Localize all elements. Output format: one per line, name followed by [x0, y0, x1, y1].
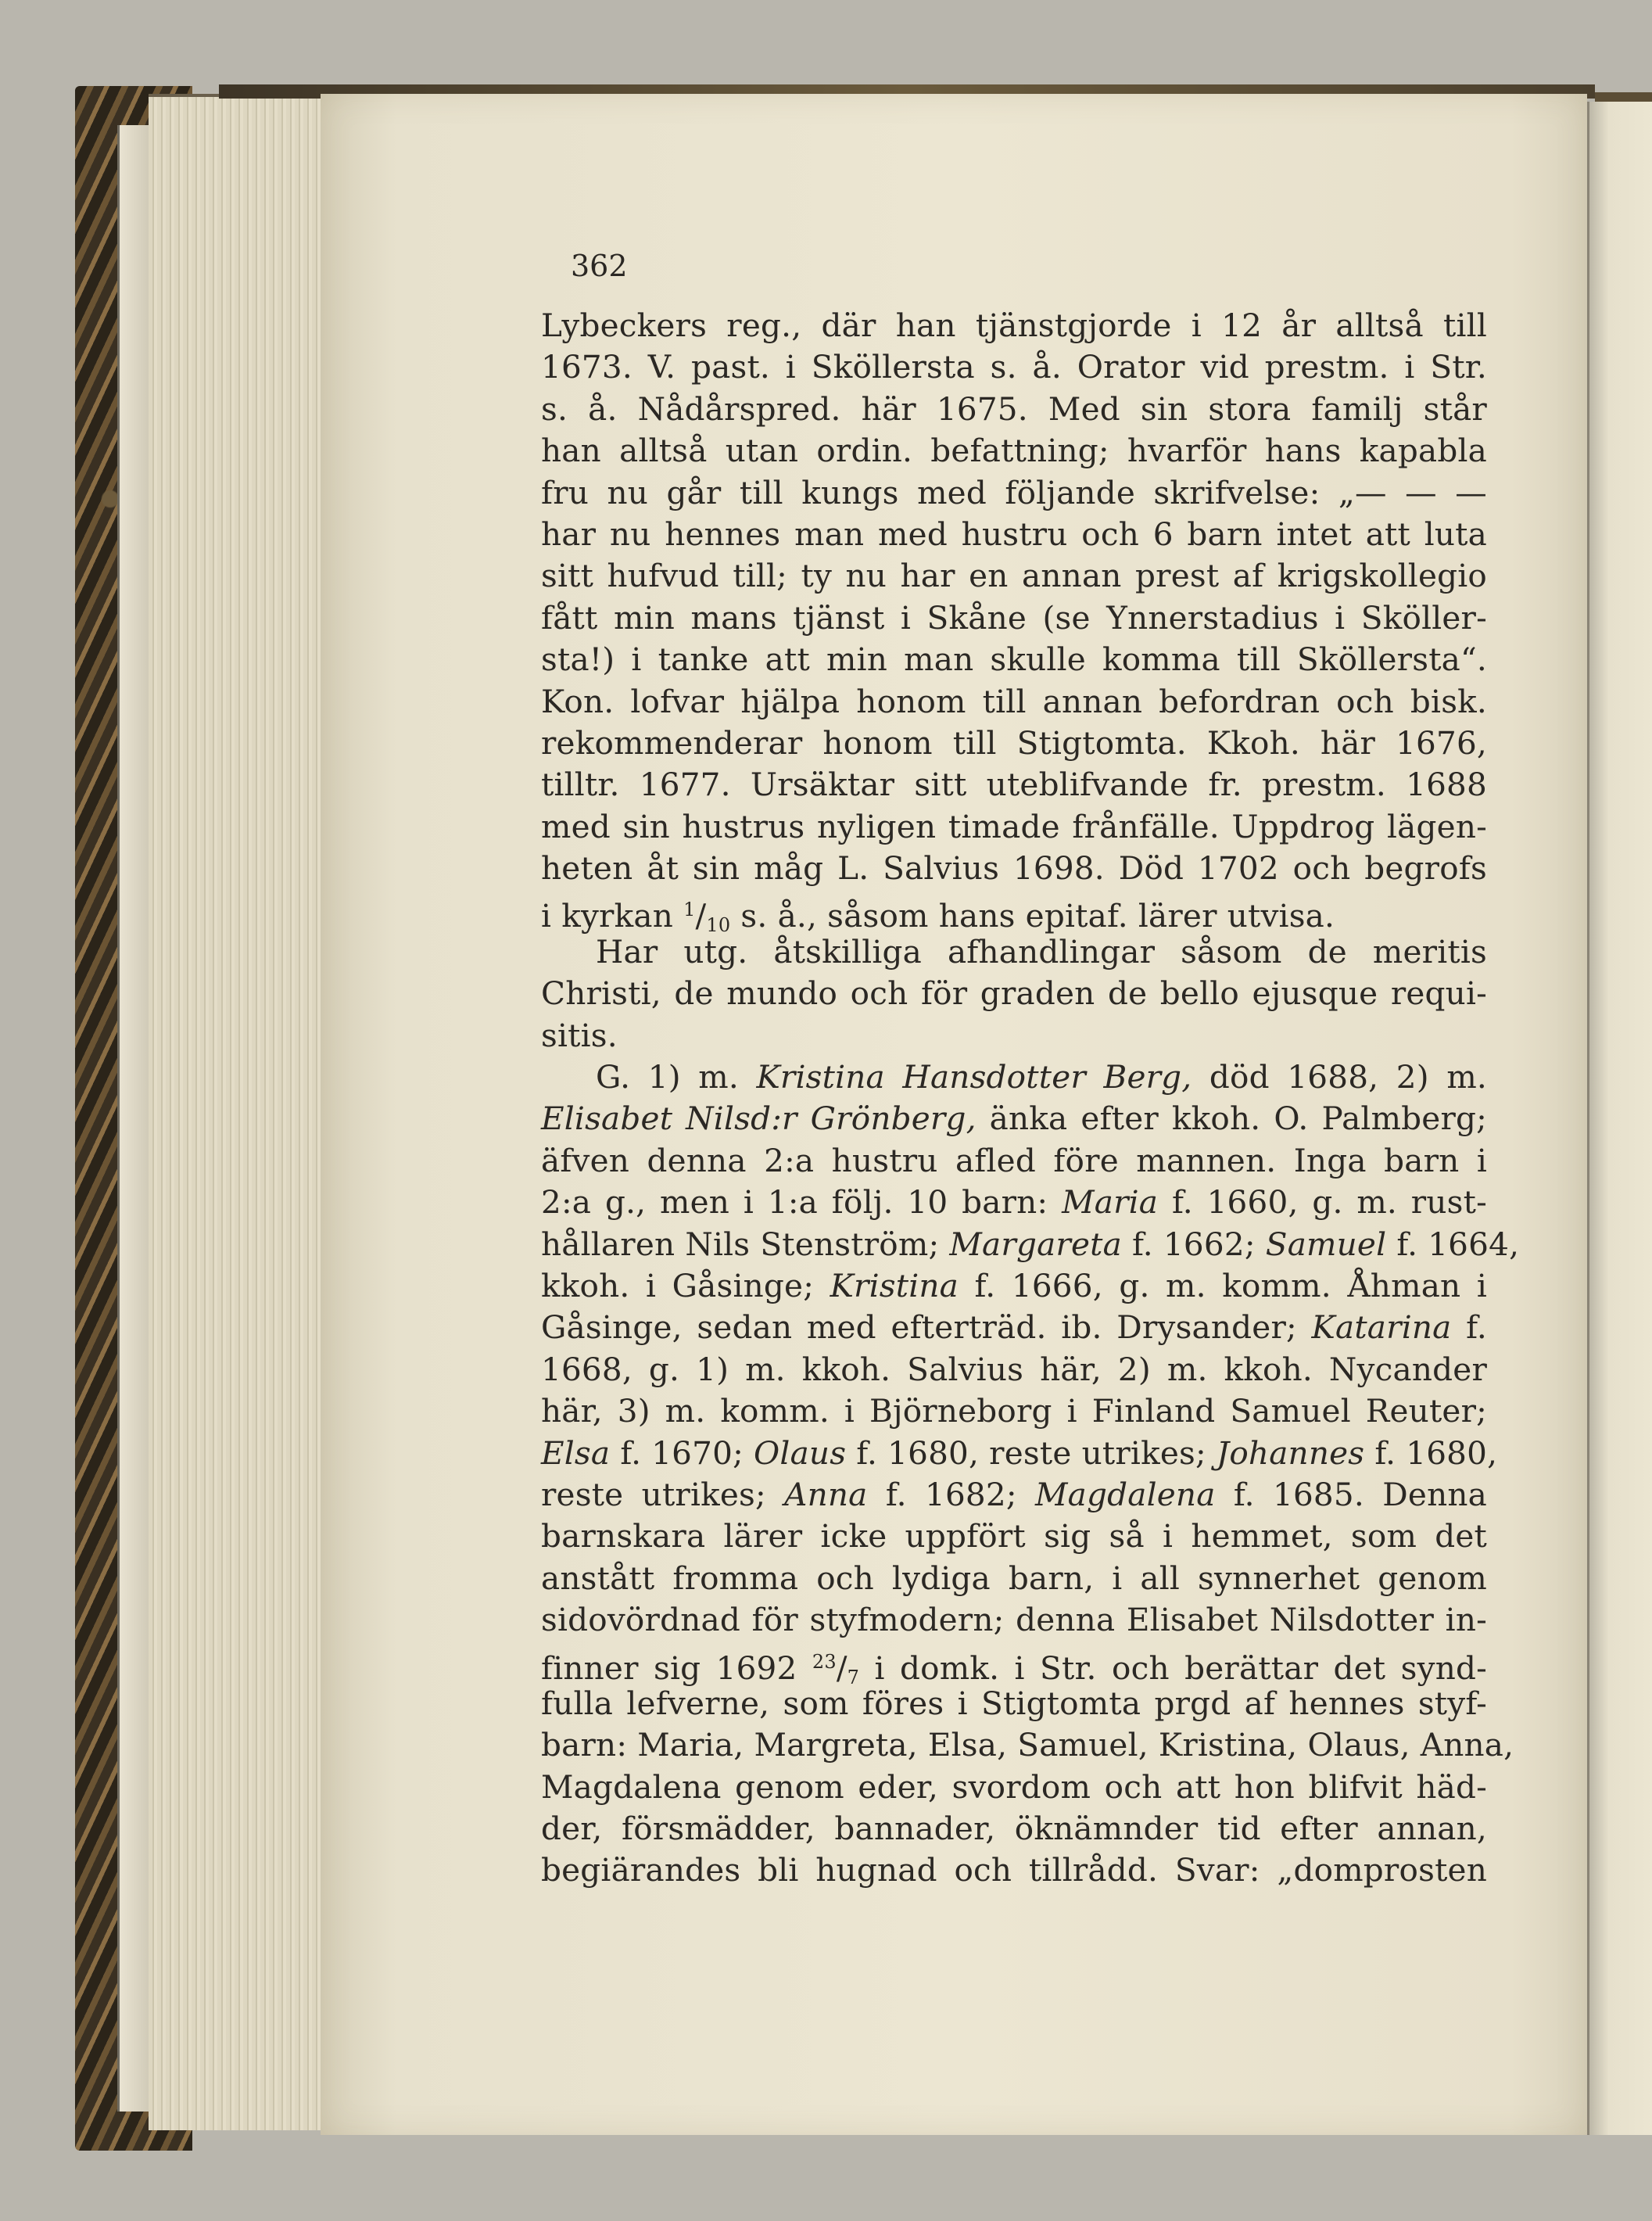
text-line: [541, 1182, 1487, 1223]
text-segment: har nu hennes man med hustru och 6 barn intet att luta: [541, 515, 1487, 553]
italic-name: Elsa: [541, 1433, 611, 1472]
italic-name: Olaus: [754, 1433, 847, 1472]
italic-name: Samuel: [1265, 1225, 1387, 1263]
text-line: [541, 1433, 1498, 1474]
text-segment: G. 1) m.: [596, 1058, 757, 1096]
text-segment: 1668, g. 1) m. kkoh. Salvius här, 2) m. kkoh. Nycander: [541, 1350, 1487, 1388]
text-line: [541, 555, 1487, 597]
text-segment: sitis.: [541, 1016, 618, 1054]
text-segment: heten åt sin måg L. Salvius 1698. Död 1702 och begrofs: [541, 849, 1487, 888]
text-segment: kkoh. i Gåsinge;: [541, 1266, 830, 1304]
text-segment: 1673. V. past. i Sköllersta s. å. Orator vid prestm. i Str.: [541, 348, 1487, 386]
italic-name: Maria: [1062, 1183, 1159, 1222]
text-segment: 23: [812, 1650, 837, 1673]
text-line: [541, 1057, 1487, 1098]
text-segment: s. å. Nådårspred. här 1675. Med sin stora familj står: [541, 389, 1487, 428]
text-segment: Gåsinge, sedan med efterträd. ib. Drysander;: [541, 1308, 1312, 1347]
text-segment: /: [836, 1649, 848, 1687]
text-segment: f. 1682;: [867, 1475, 1035, 1513]
text-line: [541, 1098, 1487, 1139]
text-line: [541, 1140, 1487, 1182]
text-segment: finner sig 1692: [541, 1649, 812, 1687]
text-line: [541, 514, 1487, 555]
italic-name: Margareta: [949, 1225, 1122, 1263]
text-segment: s. å., såsom hans epitaf. lärer utvisa.: [730, 897, 1335, 935]
text-segment: barnskara lärer icke uppfört sig så i hemmet, som det: [541, 1517, 1487, 1555]
facing-page-edge: [1587, 102, 1652, 2135]
italic-name: Katarina: [1311, 1308, 1452, 1347]
text-segment: f.: [1451, 1308, 1487, 1347]
text-line: [541, 1390, 1487, 1432]
text-line: [541, 472, 1487, 514]
text-line: [541, 681, 1487, 723]
text-line: [541, 764, 1487, 806]
italic-name: Johannes: [1216, 1433, 1365, 1472]
text-segment: fulla lefverne, som föres i Stigtomta prgd af hennes styf-: [541, 1684, 1487, 1722]
text-segment: rekommenderar honom till Stigtomta. Kkoh. här 1676,: [541, 723, 1487, 762]
text-line: [541, 931, 1487, 973]
text-line: [541, 1474, 1487, 1516]
text-segment: f. 1662;: [1121, 1225, 1266, 1263]
page-edges-stack: [149, 94, 328, 2130]
italic-name: Elisabet Nilsd:r Grönberg,: [541, 1100, 977, 1138]
text-segment: änka efter kkoh. O. Palmberg;: [976, 1100, 1487, 1138]
text-line: [541, 389, 1487, 430]
text-segment: sidovördnad för styfmodern; denna Elisabet Nilsdotter in-: [541, 1601, 1487, 1639]
text-segment: 10: [706, 914, 731, 937]
text-segment: Lybeckers reg., där han tjänstgjorde i 12 år alltså till: [541, 307, 1487, 344]
text-line: [541, 305, 1487, 346]
text-line: [541, 806, 1487, 848]
text-segment: /: [695, 897, 707, 935]
text-segment: 7: [847, 1666, 860, 1688]
text-segment: sta!) i tanke att min man skulle komma till Sköllersta“.: [541, 640, 1487, 679]
text-segment: f. 1680, reste utrikes;: [846, 1433, 1217, 1472]
text-line: [541, 1307, 1487, 1348]
text-line: [541, 1558, 1487, 1599]
text-segment: han alltså utan ordin. befattning; hvarför hans kapabla: [541, 432, 1487, 470]
text-line: [541, 973, 1487, 1014]
italic-name: Magdalena: [1035, 1475, 1216, 1513]
text-segment: Har utg. åtskilliga afhandlingar såsom de meritis: [596, 932, 1487, 971]
text-segment: f. 1666, g. m. komm. Åhman i: [959, 1266, 1487, 1304]
text-line: [541, 1724, 1514, 1766]
italic-name: Kristina: [830, 1266, 959, 1304]
text-segment: med sin hustrus nyligen timade frånfälle. Uppdrog lägen-: [541, 807, 1487, 845]
text-segment: Christi, de mundo och för graden de bello ejusque requi-: [541, 974, 1487, 1013]
text-segment: reste utrikes;: [541, 1475, 785, 1513]
text-line: [541, 1349, 1487, 1390]
text-segment: anstått fromma och lydiga barn, i all synnerhet genom: [541, 1559, 1487, 1597]
text-segment: 1: [683, 899, 696, 921]
text-segment: f. 1670;: [610, 1433, 754, 1472]
text-line: [541, 848, 1487, 889]
page-body-text: [541, 305, 1520, 1892]
text-line: [541, 346, 1487, 388]
text-line: [541, 430, 1487, 472]
cover-inner-edge: [117, 125, 151, 2112]
text-segment: fått min mans tjänst i Skåne (se Ynnerstadius i Sköller-: [541, 598, 1487, 637]
text-line: [541, 889, 1487, 937]
text-segment: i domk. i Str. och berättar det synd-: [859, 1649, 1487, 1687]
text-segment: tilltr. 1677. Ursäktar sitt uteblifvande fr. prestm. 1688: [541, 766, 1487, 804]
text-segment: äfven denna 2:a hustru afled före mannen. Inga barn i: [541, 1141, 1487, 1179]
italic-name: Anna: [784, 1475, 868, 1513]
text-line: [541, 1015, 1487, 1057]
text-line: [541, 1224, 1520, 1265]
text-segment: hållaren Nils Stenström;: [541, 1225, 950, 1263]
text-segment: 2:a g., men i 1:a följ. 10 barn:: [541, 1183, 1063, 1222]
text-segment: sitt hufvud till; ty nu har en annan prest af krigskollegio: [541, 557, 1487, 595]
text-line: [541, 1850, 1487, 1891]
text-line: [541, 597, 1487, 639]
text-segment: fru nu går till kungs med följande skrifvelse: „— — —: [541, 473, 1487, 511]
text-line: [541, 1265, 1487, 1307]
text-line: [541, 1683, 1487, 1724]
text-segment: f. 1664,: [1386, 1225, 1520, 1263]
text-segment: här, 3) m. komm. i Björneborg i Finland Samuel Reuter;: [541, 1392, 1487, 1430]
text-segment: f. 1685. Denna: [1215, 1475, 1487, 1513]
text-line: [541, 1767, 1487, 1808]
text-segment: der, försmädder, bannader, öknämnder tid efter annan,: [541, 1810, 1487, 1848]
text-segment: f. 1680,: [1364, 1433, 1498, 1472]
text-line: [541, 1516, 1487, 1557]
text-segment: barn: Maria, Margreta, Elsa, Samuel, Kristina, Olaus, Anna,: [541, 1726, 1514, 1764]
text-segment: Magdalena genom eder, svordom och att hon blifvit häd-: [541, 1767, 1487, 1806]
text-segment: död 1688, 2) m.: [1192, 1058, 1487, 1096]
text-line: [541, 639, 1487, 680]
text-line: [541, 723, 1487, 764]
text-segment: i kyrkan: [541, 897, 684, 935]
text-segment: Kon. lofvar hjälpa honom till annan befordran och bisk.: [541, 682, 1487, 720]
italic-name: Kristina Hansdotter Berg,: [756, 1058, 1192, 1096]
text-line: [541, 1808, 1487, 1850]
text-segment: f. 1660, g. m. rust-: [1158, 1183, 1487, 1222]
text-line: [541, 1599, 1487, 1641]
text-segment: begiärandes bli hugnad och tillrådd. Svar: „domprosten: [541, 1851, 1487, 1889]
page-number: 362: [571, 249, 628, 283]
text-line: [541, 1642, 1487, 1688]
